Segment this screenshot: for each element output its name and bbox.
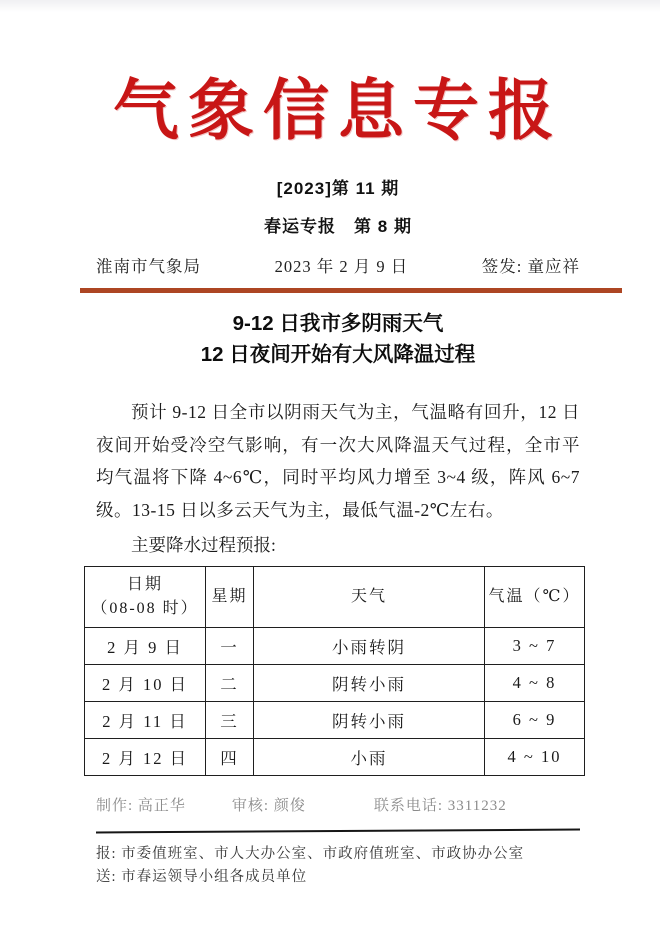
cell-weather: 阴转小雨 bbox=[254, 702, 485, 739]
table-row bbox=[85, 665, 585, 702]
cell-weather: 小雨 bbox=[254, 739, 485, 776]
cell-week: 二 bbox=[206, 665, 254, 702]
footer-divider-rule bbox=[96, 829, 580, 834]
credits-reviewer: 审核: 颜俊 bbox=[231, 798, 306, 814]
masthead-title: 气象信息专报 bbox=[113, 75, 563, 148]
special-report-number: 春运专报 第 8 期 bbox=[264, 217, 412, 236]
cell-date: 2 月 10 日 bbox=[85, 665, 206, 702]
cell-temp: 6 ~ 9 bbox=[485, 702, 585, 739]
table-header-week: 星期 bbox=[206, 567, 254, 628]
issue-date: 2023 年 2 月 9 日 bbox=[274, 257, 409, 276]
headline bbox=[96, 308, 580, 370]
document-body bbox=[0, 66, 660, 889]
distribution-block bbox=[96, 843, 580, 889]
issue-number: [2023]第 11 期 bbox=[276, 179, 400, 198]
red-divider-rule bbox=[80, 288, 622, 293]
cell-date: 2 月 12 日 bbox=[85, 739, 206, 776]
document-header-row bbox=[96, 253, 580, 277]
issuer-signature: 签发: 童应祥 bbox=[481, 257, 580, 276]
table-row bbox=[85, 739, 585, 776]
agency-name: 淮南市气象局 bbox=[96, 257, 201, 276]
table-header-date: 日期 （08-08 时） bbox=[85, 567, 206, 628]
headline-line2: 12 日夜间开始有大风降温过程 bbox=[200, 343, 476, 366]
credits-row bbox=[96, 794, 580, 815]
credits-maker: 制作: 高正华 bbox=[96, 798, 186, 814]
distribution-report-line: 报: 市委值班室、市人大办公室、市政府值班室、市政协办公室 bbox=[96, 846, 525, 862]
table-header-temp: 气温（℃） bbox=[485, 567, 585, 628]
cell-weather: 阴转小雨 bbox=[254, 665, 485, 702]
scan-edge-shading bbox=[0, 0, 660, 12]
cell-week: 三 bbox=[206, 702, 254, 739]
cell-date: 2 月 9 日 bbox=[85, 628, 206, 665]
headline-line1: 9-12 日我市多阴雨天气 bbox=[232, 312, 444, 335]
precipitation-forecast-table bbox=[84, 566, 585, 776]
cell-week: 一 bbox=[206, 628, 254, 665]
cell-week: 四 bbox=[206, 739, 254, 776]
forecast-paragraph: 预计 9-12 日全市以阴雨天气为主，气温略有回升，12 日夜间开始受冷空气影响，有一次大风降温天气过程，全市平均气温将下降 4~6℃，同时平均风力增至 3~4 级，阵风 6~7 级。13-15 日以多云天气为主，最低气温-2℃左右。 bbox=[96, 402, 580, 520]
cell-temp: 3 ~ 7 bbox=[485, 628, 585, 665]
cell-date: 2 月 11 日 bbox=[85, 702, 206, 739]
table-header-row bbox=[85, 567, 585, 628]
table-row bbox=[85, 628, 585, 665]
credits-phone: 联系电话: 3311232 bbox=[373, 798, 507, 814]
cell-temp: 4 ~ 10 bbox=[485, 739, 585, 776]
table-header-weather: 天气 bbox=[254, 567, 485, 628]
table-row bbox=[85, 702, 585, 739]
cell-weather: 小雨转阴 bbox=[254, 628, 485, 665]
cell-temp: 4 ~ 8 bbox=[485, 665, 585, 702]
table-intro-label: 主要降水过程预报: bbox=[131, 535, 276, 555]
distribution-send-line: 送: 市春运领导小组各成员单位 bbox=[96, 869, 308, 885]
